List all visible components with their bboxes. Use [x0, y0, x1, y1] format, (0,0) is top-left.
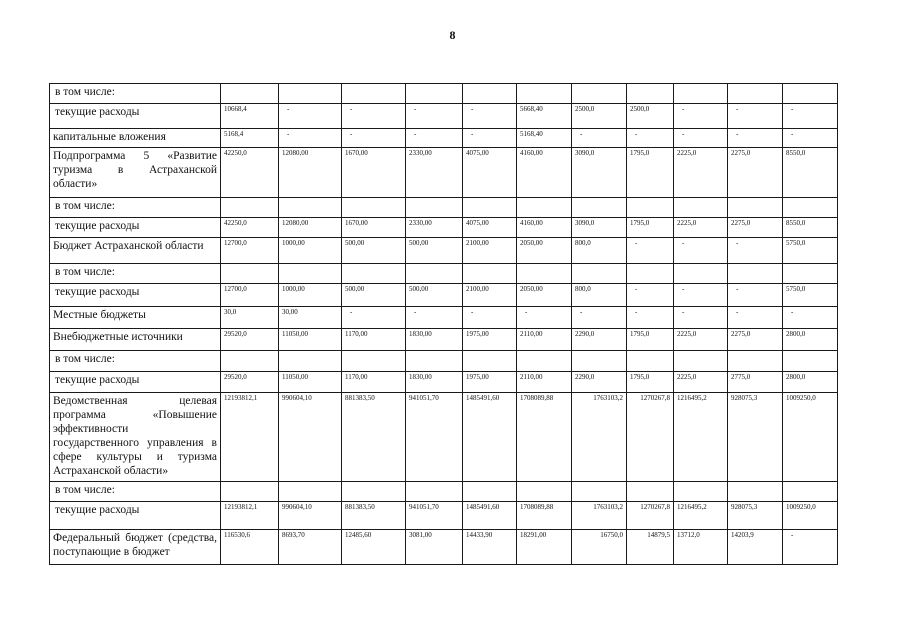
value-cell: 12485,60 [342, 530, 406, 565]
table-row [50, 284, 838, 307]
value-cell [572, 84, 627, 104]
value-cell [279, 84, 342, 104]
value-cell: - [728, 284, 783, 307]
value-cell: 500,00 [406, 238, 463, 264]
value-cell: 4160,00 [517, 218, 572, 238]
value-cell: - [674, 284, 728, 307]
value-cell [221, 482, 279, 502]
value-cell: 990604,10 [279, 502, 342, 530]
value-cell: 1795,0 [627, 218, 674, 238]
value-cell: - [627, 129, 674, 148]
value-cell: 5750,0 [783, 284, 838, 307]
value-cell: 12193812,1 [221, 393, 279, 482]
value-cell: 8693,70 [279, 530, 342, 565]
value-cell: - [406, 129, 463, 148]
budget-table [49, 83, 838, 565]
value-cell [221, 264, 279, 284]
row-label: в том числе: [50, 482, 221, 502]
value-cell: - [728, 104, 783, 129]
value-cell: 2225,0 [674, 218, 728, 238]
table-row [50, 104, 838, 129]
value-cell: 2100,00 [463, 238, 517, 264]
value-cell: 2050,00 [517, 284, 572, 307]
value-cell [517, 482, 572, 502]
table-row [50, 393, 838, 482]
value-cell: 14433,90 [463, 530, 517, 565]
value-cell: 941051,70 [406, 393, 463, 482]
value-cell: 2275,0 [728, 329, 783, 351]
value-cell [406, 198, 463, 218]
row-label: в том числе: [50, 198, 221, 218]
value-cell [728, 482, 783, 502]
table-row [50, 530, 838, 565]
row-label: в том числе: [50, 351, 221, 372]
page-number: 8 [449, 28, 456, 42]
value-cell [783, 198, 838, 218]
value-cell [783, 482, 838, 502]
value-cell: 2290,0 [572, 329, 627, 351]
value-cell: 12193812,1 [221, 502, 279, 530]
value-cell [627, 351, 674, 372]
value-cell: 12700,0 [221, 284, 279, 307]
value-cell: 1830,00 [406, 372, 463, 393]
value-cell: - [728, 238, 783, 264]
value-cell: - [728, 129, 783, 148]
value-cell: 5750,0 [783, 238, 838, 264]
value-cell [221, 84, 279, 104]
value-cell: 29520,0 [221, 372, 279, 393]
value-cell: - [728, 307, 783, 329]
value-cell [406, 264, 463, 284]
value-cell: - [279, 129, 342, 148]
value-cell: 1670,00 [342, 148, 406, 198]
value-cell [342, 264, 406, 284]
value-cell: 8550,0 [783, 218, 838, 238]
value-cell [728, 351, 783, 372]
value-cell: - [463, 129, 517, 148]
value-cell: 14879,5 [627, 530, 674, 565]
value-cell: - [674, 104, 728, 129]
value-cell [572, 482, 627, 502]
value-cell: 5668,40 [517, 104, 572, 129]
row-label: капитальные вложения [50, 129, 221, 148]
value-cell: 2050,00 [517, 238, 572, 264]
table-row [50, 148, 838, 198]
value-cell: 800,0 [572, 284, 627, 307]
row-label: текущие расходы [50, 372, 221, 393]
value-cell: 1009250,0 [783, 502, 838, 530]
value-cell: - [463, 104, 517, 129]
value-cell: - [783, 104, 838, 129]
value-cell: 928075,3 [728, 393, 783, 482]
value-cell: - [627, 238, 674, 264]
value-cell: 2800,0 [783, 372, 838, 393]
value-cell: 2100,00 [463, 284, 517, 307]
value-cell: 30,00 [279, 307, 342, 329]
value-cell: 1795,0 [627, 329, 674, 351]
value-cell: 1975,00 [463, 329, 517, 351]
value-cell: 500,00 [342, 284, 406, 307]
value-cell: 30,0 [221, 307, 279, 329]
value-cell: 2330,00 [406, 148, 463, 198]
value-cell: 928075,3 [728, 502, 783, 530]
table-row [50, 84, 838, 104]
value-cell: 18291,00 [517, 530, 572, 565]
value-cell: - [783, 307, 838, 329]
value-cell: 12080,00 [279, 148, 342, 198]
value-cell: 1708089,88 [517, 502, 572, 530]
value-cell: 1795,0 [627, 148, 674, 198]
value-cell: - [572, 129, 627, 148]
value-cell [783, 84, 838, 104]
value-cell: - [674, 238, 728, 264]
value-cell: 2330,00 [406, 218, 463, 238]
value-cell: - [463, 307, 517, 329]
value-cell: 1708089,88 [517, 393, 572, 482]
value-cell: 116530,6 [221, 530, 279, 565]
value-cell [674, 482, 728, 502]
value-cell: 4160,00 [517, 148, 572, 198]
value-cell: 4075,00 [463, 148, 517, 198]
value-cell: - [342, 307, 406, 329]
value-cell: 2290,0 [572, 372, 627, 393]
value-cell [728, 264, 783, 284]
value-cell [572, 198, 627, 218]
value-cell: 2775,0 [728, 372, 783, 393]
value-cell: - [627, 284, 674, 307]
value-cell [674, 264, 728, 284]
value-cell: 13712,0 [674, 530, 728, 565]
value-cell [221, 198, 279, 218]
value-cell: 1975,00 [463, 372, 517, 393]
value-cell: 1216495,2 [674, 502, 728, 530]
value-cell [517, 198, 572, 218]
value-cell: 1830,00 [406, 329, 463, 351]
value-cell: 11050,00 [279, 329, 342, 351]
value-cell: 2110,00 [517, 329, 572, 351]
value-cell: 990604,10 [279, 393, 342, 482]
value-cell: 5168,40 [517, 129, 572, 148]
value-cell: 1763103,2 [572, 502, 627, 530]
table-row [50, 482, 838, 502]
value-cell [674, 84, 728, 104]
value-cell [627, 482, 674, 502]
value-cell: - [572, 307, 627, 329]
row-label: Бюджет Астраханской области [50, 238, 221, 264]
value-cell [279, 351, 342, 372]
table-row [50, 351, 838, 372]
value-cell [728, 198, 783, 218]
value-cell: 14203,9 [728, 530, 783, 565]
value-cell: 12700,0 [221, 238, 279, 264]
value-cell [342, 482, 406, 502]
row-label: Внебюджетные источники [50, 329, 221, 351]
value-cell: 29520,0 [221, 329, 279, 351]
value-cell: - [406, 307, 463, 329]
row-label: текущие расходы [50, 218, 221, 238]
value-cell: - [517, 307, 572, 329]
value-cell: - [342, 129, 406, 148]
table-row [50, 264, 838, 284]
value-cell: 3081,00 [406, 530, 463, 565]
value-cell [627, 264, 674, 284]
value-cell: 500,00 [406, 284, 463, 307]
value-cell: - [627, 307, 674, 329]
value-cell: 941051,70 [406, 502, 463, 530]
row-label: в том числе: [50, 264, 221, 284]
table-row [50, 307, 838, 329]
value-cell [463, 84, 517, 104]
value-cell: 1670,00 [342, 218, 406, 238]
value-cell: 1270267,8 [627, 393, 674, 482]
value-cell: 5168,4 [221, 129, 279, 148]
value-cell: - [783, 129, 838, 148]
value-cell: 11050,00 [279, 372, 342, 393]
value-cell [783, 351, 838, 372]
value-cell [572, 264, 627, 284]
value-cell [517, 264, 572, 284]
value-cell [627, 198, 674, 218]
value-cell: 800,0 [572, 238, 627, 264]
table-row [50, 218, 838, 238]
value-cell [783, 264, 838, 284]
value-cell: 2800,0 [783, 329, 838, 351]
row-label: Федеральный бюджет (средства, поступающие в бюджет [50, 530, 221, 565]
value-cell [463, 198, 517, 218]
value-cell: 12080,00 [279, 218, 342, 238]
value-cell: - [674, 307, 728, 329]
value-cell: 500,00 [342, 238, 406, 264]
value-cell: 2110,00 [517, 372, 572, 393]
value-cell [627, 84, 674, 104]
value-cell [279, 264, 342, 284]
value-cell: 2225,0 [674, 329, 728, 351]
value-cell: 1170,00 [342, 372, 406, 393]
value-cell: 881383,50 [342, 502, 406, 530]
value-cell [342, 84, 406, 104]
value-cell: 4075,00 [463, 218, 517, 238]
value-cell: 16750,0 [572, 530, 627, 565]
value-cell: 1216495,2 [674, 393, 728, 482]
value-cell: - [279, 104, 342, 129]
value-cell [463, 482, 517, 502]
table-row [50, 502, 838, 530]
value-cell: - [783, 530, 838, 565]
value-cell: 1009250,0 [783, 393, 838, 482]
value-cell: - [406, 104, 463, 129]
value-cell [674, 351, 728, 372]
row-label: Подпрограмма 5 «Развитие туризма в Астраханской области» [50, 148, 221, 198]
table-body [50, 84, 838, 565]
value-cell [463, 351, 517, 372]
value-cell [342, 198, 406, 218]
value-cell [279, 482, 342, 502]
value-cell: 2500,0 [627, 104, 674, 129]
value-cell: 2275,0 [728, 218, 783, 238]
value-cell: 881383,50 [342, 393, 406, 482]
row-label: в том числе: [50, 84, 221, 104]
table-row [50, 129, 838, 148]
value-cell [406, 351, 463, 372]
row-label: Местные бюджеты [50, 307, 221, 329]
value-cell [463, 264, 517, 284]
value-cell: 1795,0 [627, 372, 674, 393]
value-cell: - [342, 104, 406, 129]
value-cell: 1270267,8 [627, 502, 674, 530]
table-row [50, 372, 838, 393]
value-cell [572, 351, 627, 372]
row-label: текущие расходы [50, 502, 221, 530]
table-row [50, 198, 838, 218]
value-cell: 3090,0 [572, 218, 627, 238]
value-cell: 3090,0 [572, 148, 627, 198]
value-cell: - [674, 129, 728, 148]
value-cell [517, 351, 572, 372]
value-cell: 2225,0 [674, 372, 728, 393]
value-cell: 1485491,60 [463, 502, 517, 530]
value-cell: 1000,00 [279, 284, 342, 307]
value-cell: 42250,0 [221, 218, 279, 238]
value-cell: 10668,4 [221, 104, 279, 129]
value-cell [279, 198, 342, 218]
table-row [50, 238, 838, 264]
value-cell [728, 84, 783, 104]
value-cell: 1000,00 [279, 238, 342, 264]
value-cell [674, 198, 728, 218]
row-label: текущие расходы [50, 284, 221, 307]
value-cell: 8550,0 [783, 148, 838, 198]
value-cell: 2225,0 [674, 148, 728, 198]
table-row [50, 329, 838, 351]
row-label: текущие расходы [50, 104, 221, 129]
value-cell [342, 351, 406, 372]
value-cell [406, 84, 463, 104]
value-cell: 1170,00 [342, 329, 406, 351]
value-cell: 1485491,60 [463, 393, 517, 482]
value-cell: 2500,0 [572, 104, 627, 129]
value-cell [221, 351, 279, 372]
value-cell: 1763103,2 [572, 393, 627, 482]
value-cell [406, 482, 463, 502]
value-cell: 2275,0 [728, 148, 783, 198]
value-cell: 42250,0 [221, 148, 279, 198]
value-cell [517, 84, 572, 104]
row-label: Ведомственная целевая программа «Повышение эффективности государственного управления в сфере культуры и туризма Астраханской области» [50, 393, 221, 482]
